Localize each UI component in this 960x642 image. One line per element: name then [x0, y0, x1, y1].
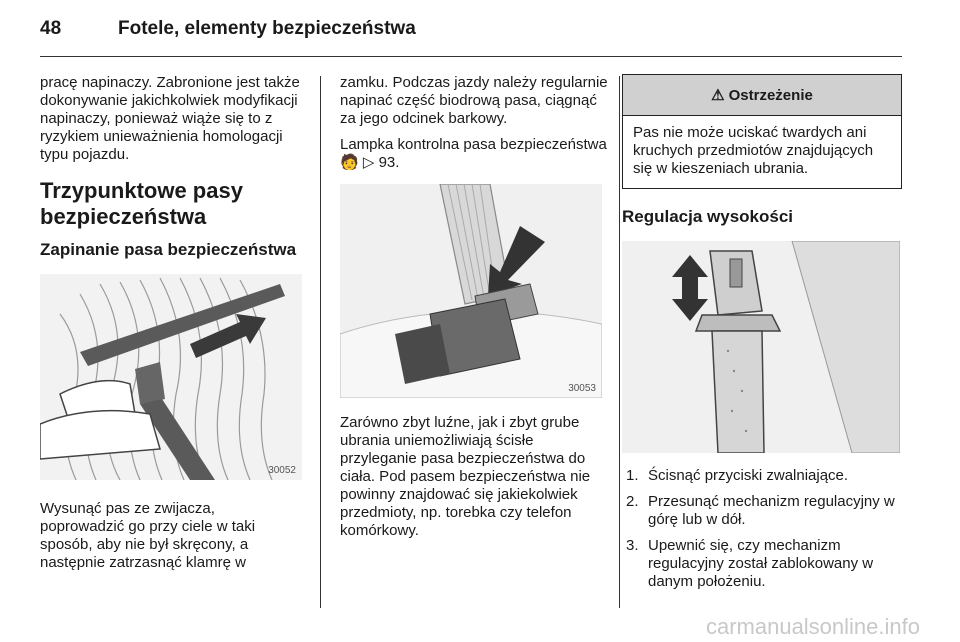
list-item: 2. Przesunąć mechanizm regulacyjny w górę lub w dół.	[626, 493, 895, 528]
paragraph: Wysunąć pas ze zwijacza, poprowadzić go przy ciele w taki sposób, aby nie był skręcony, a następnie zatrzasnąć klamrę w	[40, 500, 256, 571]
figure-buckling-belt	[40, 274, 302, 480]
warning-text: Pas nie może uciskać twardych ani kruchych przedmiotów znajdujących się w kieszeniach ubrania.	[633, 124, 874, 177]
figure-buckle-closeup	[340, 184, 602, 398]
paragraph: Zarówno zbyt luźne, jak i zbyt grube ubrania uniemożliwiają ścisłe przyleganie pasa bezpieczeństwa do ciała. Pod pasem bezpieczeństwa nie powinny znajdować się jakiekolwiek przedmioty, np. torebka czy telefon komórkowy.	[340, 414, 591, 539]
steps-list	[622, 467, 904, 591]
paragraph: zamku. Podczas jazdy należy regularnie napinać część biodrową pasa, ciągnąć za jego odcinek barkowy.	[340, 74, 608, 127]
column-1	[40, 74, 302, 572]
page-reference: 93.	[378, 154, 400, 171]
page-number: 48	[40, 18, 62, 39]
subsection-heading: Zapinanie pasa bezpieczeństwa	[40, 240, 297, 259]
warning-title: Ostrzeżenie	[728, 86, 813, 104]
page-header	[40, 14, 920, 50]
warning-header	[623, 75, 901, 116]
warning-triangle-icon: ⚠	[711, 87, 725, 104]
column-divider-1	[320, 76, 321, 608]
figure-height-adjuster	[622, 241, 900, 453]
reference-arrow-icon: ▷	[362, 154, 375, 171]
column-3	[622, 74, 904, 599]
indicator-text: Lampka kontrolna pasa bezpieczeństwa	[340, 136, 607, 153]
paragraph: pracę napinaczy. Zabronione jest także dokonywanie jakichkolwiek modyfikacji napinaczy, ponieważ wiąże się to z ryzykiem unieważnienia homologacji typu pojazdu.	[40, 74, 300, 163]
figure-number: 30053	[568, 383, 596, 394]
section-heading: Regulacja wysokości	[622, 207, 794, 226]
warning-body	[623, 116, 901, 188]
header-rule	[40, 56, 902, 57]
column-2	[340, 74, 608, 540]
section-heading: Trzypunktowe pasy bezpieczeństwa	[40, 178, 243, 229]
column-divider-2	[619, 76, 620, 608]
page-title: Fotele, elementy bezpieczeństwa	[118, 18, 416, 39]
paragraph-indicator	[340, 136, 608, 172]
seatbelt-person-icon: 🧑	[340, 154, 359, 171]
warning-box	[622, 74, 902, 189]
list-item: 1. Ścisnąć przyciski zwalniające.	[626, 467, 849, 484]
figure-number: 30052	[268, 465, 296, 476]
watermark: carmanualsonline.info	[705, 614, 920, 639]
list-item: 3. Upewnić się, czy mechanizm regulacyjny został zablokowany w danym położeniu.	[626, 537, 874, 590]
